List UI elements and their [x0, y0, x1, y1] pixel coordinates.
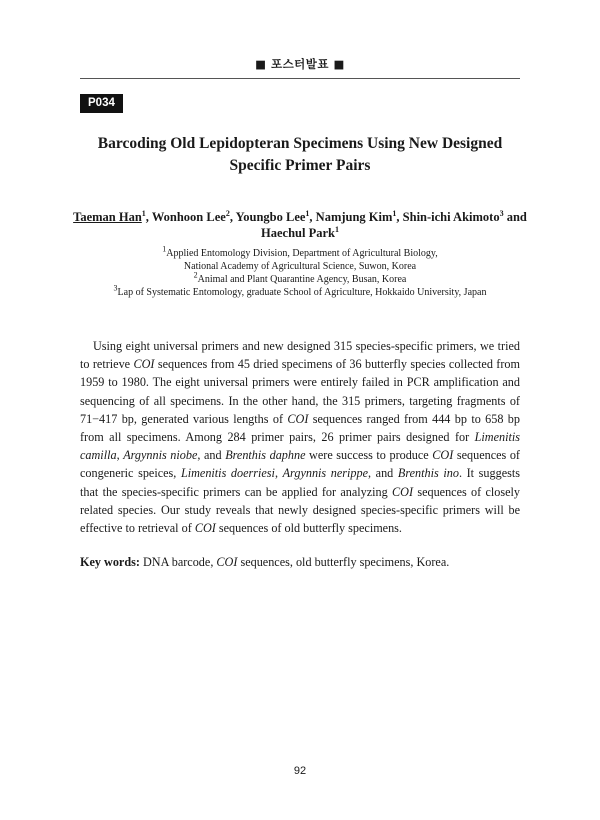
keywords-text: DNA barcode, — [139, 555, 217, 569]
abstract-text: , — [116, 448, 124, 463]
abstract-italic: Limenitis doerriesi — [180, 466, 275, 481]
abstract-italic: COI — [287, 411, 309, 426]
abstract-text: Using eight universal primers and new designed 315 species-specific primers, we tried to retrieve — [80, 339, 520, 372]
abstract-text: sequences of old butterfly specimens. — [215, 521, 402, 536]
affil-sup: 1 — [162, 244, 167, 254]
page-number: 92 — [293, 765, 307, 777]
affiliation-line — [40, 270, 560, 286]
affil-sup: 2 — [193, 270, 198, 280]
poster-code-badge: P034 — [80, 94, 123, 113]
author-affil-sup: 3 — [499, 208, 504, 218]
title-line-1: Barcoding Old Lepidopteran Specimens Using New Designed — [97, 135, 503, 152]
abstract-text: sequences of congeneric speices, — [80, 448, 520, 481]
affiliation-line — [40, 283, 560, 299]
abstract-text: . It suggests that the species-specific primers can be applied for analyzing — [80, 466, 520, 499]
keywords-line — [80, 553, 520, 571]
author-separator: and — [503, 210, 527, 224]
author-separator: , — [229, 210, 236, 224]
affil-sup: 3 — [113, 283, 118, 293]
author-name: Taeman Han — [73, 210, 142, 224]
author-name: Haechul Park — [261, 226, 335, 240]
header-divider — [80, 78, 520, 79]
affiliation-line — [40, 244, 560, 260]
abstract-text: , — [274, 466, 283, 481]
abstract-italic: Argynnis nerippe — [282, 466, 369, 481]
abstract-text: , and — [368, 466, 398, 481]
author-separator: , — [309, 210, 316, 224]
abstract-italic: COI — [194, 521, 216, 536]
title-line-2: Specific Primer Pairs — [229, 157, 371, 174]
abstract-text: , and — [197, 448, 226, 463]
affiliation-line — [40, 260, 560, 273]
section-header: ■ 포스터발표 ■ — [255, 57, 345, 71]
affil-text: National Academy of Agricultural Science, Suwon, Korea — [183, 261, 417, 272]
abstract-italic: COI — [432, 448, 454, 463]
abstract-text: sequences of closely related species. Our study reveals that newly designed species-specific primers will be effective to retrieval of — [80, 484, 520, 536]
abstract-body — [80, 337, 520, 537]
author-affil-sup: 2 — [225, 208, 230, 218]
author-affil-sup: 1 — [392, 208, 397, 218]
author-separator: , — [145, 210, 152, 224]
affil-text: Lap of Systematic Entomology, graduate School of Agriculture, Hokkaido University, Japan — [117, 287, 487, 298]
author-affil-sup: 1 — [334, 224, 339, 234]
abstract-italic: COI — [133, 357, 155, 372]
author-name: Youngbo Lee — [235, 210, 306, 224]
author-name: Wonhoon Lee — [151, 210, 226, 224]
author-list — [70, 209, 530, 241]
author-name: Shin-ichi Akimoto — [402, 210, 500, 224]
abstract-italic: COI — [392, 484, 414, 499]
paper-title — [60, 133, 540, 177]
abstract-text: sequences from 45 dried specimens of 36 butterfly species collected from 1959 to 1980. The eight universal primers were entirely failed in PCR amplification and sequencing of all specimens. In the other hand, the 315 primers, targeting fragments of 71−417 bp, generated various lengths of — [80, 357, 520, 426]
keywords-label: Key words: — [80, 555, 140, 569]
author-name: Namjung Kim — [315, 210, 393, 224]
affiliation-list — [40, 244, 560, 299]
abstract-italic: Brenthis ino — [397, 466, 459, 481]
author-affil-sup: 1 — [141, 208, 146, 218]
affil-text: Applied Entomology Division, Department of Agricultural Biology, — [166, 248, 438, 259]
keywords-text: sequences, old butterfly specimens, Korea. — [237, 555, 450, 569]
author-affil-sup: 1 — [305, 208, 310, 218]
author-separator: , — [396, 210, 403, 224]
abstract-text: were success to produce — [305, 448, 433, 463]
affil-text: Animal and Plant Quarantine Agency, Busan, Korea — [197, 274, 407, 285]
abstract-italic: Brenthis daphne — [225, 448, 306, 463]
abstract-text: sequences ranged from 444 bp to 658 bp from all specimens. Among 284 primer pairs, 26 primer pairs designed for — [80, 411, 520, 445]
abstract-italic: Limenitis camilla — [80, 430, 520, 463]
keywords-italic: COI — [216, 555, 238, 569]
abstract-italic: Argynnis niobe — [123, 448, 198, 463]
